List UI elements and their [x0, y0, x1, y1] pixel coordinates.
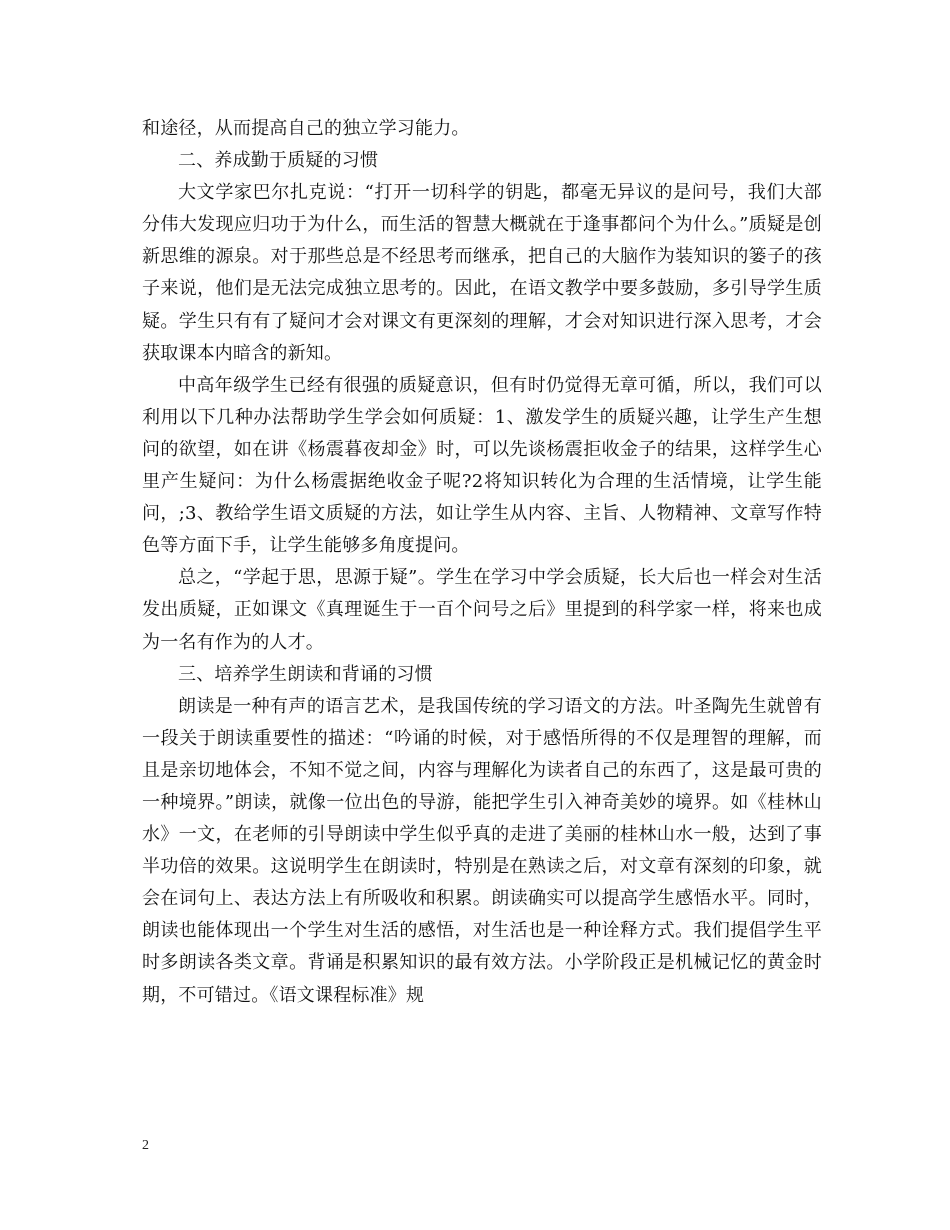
- section-heading-2: 二、养成勤于质疑的习惯: [178, 150, 379, 172]
- section-heading-3: 三、培养学生朗读和背诵的习惯: [178, 663, 433, 685]
- body-text: [142, 113, 822, 1012]
- paragraph-balzac-quote: 大文学家巴尔扎克说：“打开一切科学的钥匙，都毫无异议的是问号，我们大部分伟大发现应归功于为什么，而生活的智慧大概就在于逢事都问个为什么。”质疑是创新思维的源泉。对于那些总是不经思考而继承，把自己的大脑作为装知识的篓子的孩子来说，他们是无法完成独立思考的。因此，在语文教学中要多鼓励，多引导学生质疑。学生只有有了疑问才会对课文有更深刻的理解，才会对知识进行深入思考，才会获取课本内暗含的新知。: [142, 182, 822, 364]
- paragraph-continuation: 和途径，从而提高自己的独立学习能力。: [142, 118, 470, 139]
- paragraph-questioning-methods: 中高年级学生已经有很强的质疑意识，但有时仍觉得无章可循，所以，我们可以利用以下几种办法帮助学生学会如何质疑：1、激发学生的质疑兴趣，让学生产生想问的欲望，如在讲《杨震暮夜却金》时，可以先谈杨震拒收金子的结果，这样学生心里产生疑问：为什么杨震据绝收金子呢?2将知识转化为合理的生活情境，让学生能问，;3、教给学生语文质疑的方法，如让学生从内容、主旨、人物精神、文章写作特色等方面下手，让学生能够多角度提问。: [142, 374, 822, 557]
- paragraph-summary: 总之，“学起于思，思源于疑”。学生在学习中学会质疑，长大后也一样会对生活发出质疑，正如课文《真理诞生于一百个问号之后》里提到的科学家一样，将来也成为一名有作为的人才。: [142, 567, 822, 653]
- page-number: 2: [142, 1138, 149, 1153]
- paragraph-reading-aloud: 朗读是一种有声的语言艺术，是我国传统的学习语文的方法。叶圣陶先生就曾有一段关于朗读重要性的描述：“吟诵的时候，对于感悟所得的不仅是理智的理解，而且是亲切地体会，不知不觉之间，内容与理解化为读者自己的东西了，这是最可贵的一种境界。”朗读，就像一位出色的导游，能把学生引入神奇美妙的境界。如《桂林山水》一文，在老师的引导朗读中学生似乎真的走进了美丽的桂林山水一般，达到了事半功倍的效果。这说明学生在朗读时，特别是在熟读之后，对文章有深刻的印象，就会在词句上、表达方法上有所吸收和积累。朗读确实可以提高学生感悟水平。同时，朗读也能体现出一个学生对生活的感悟，对生活也是一种诠释方式。我们提倡学生平时多朗读各类文章。背诵是积累知识的最有效方法。小学阶段正是机械记忆的黄金时期，不可错过。《语文课程标准》规: [142, 695, 822, 1006]
